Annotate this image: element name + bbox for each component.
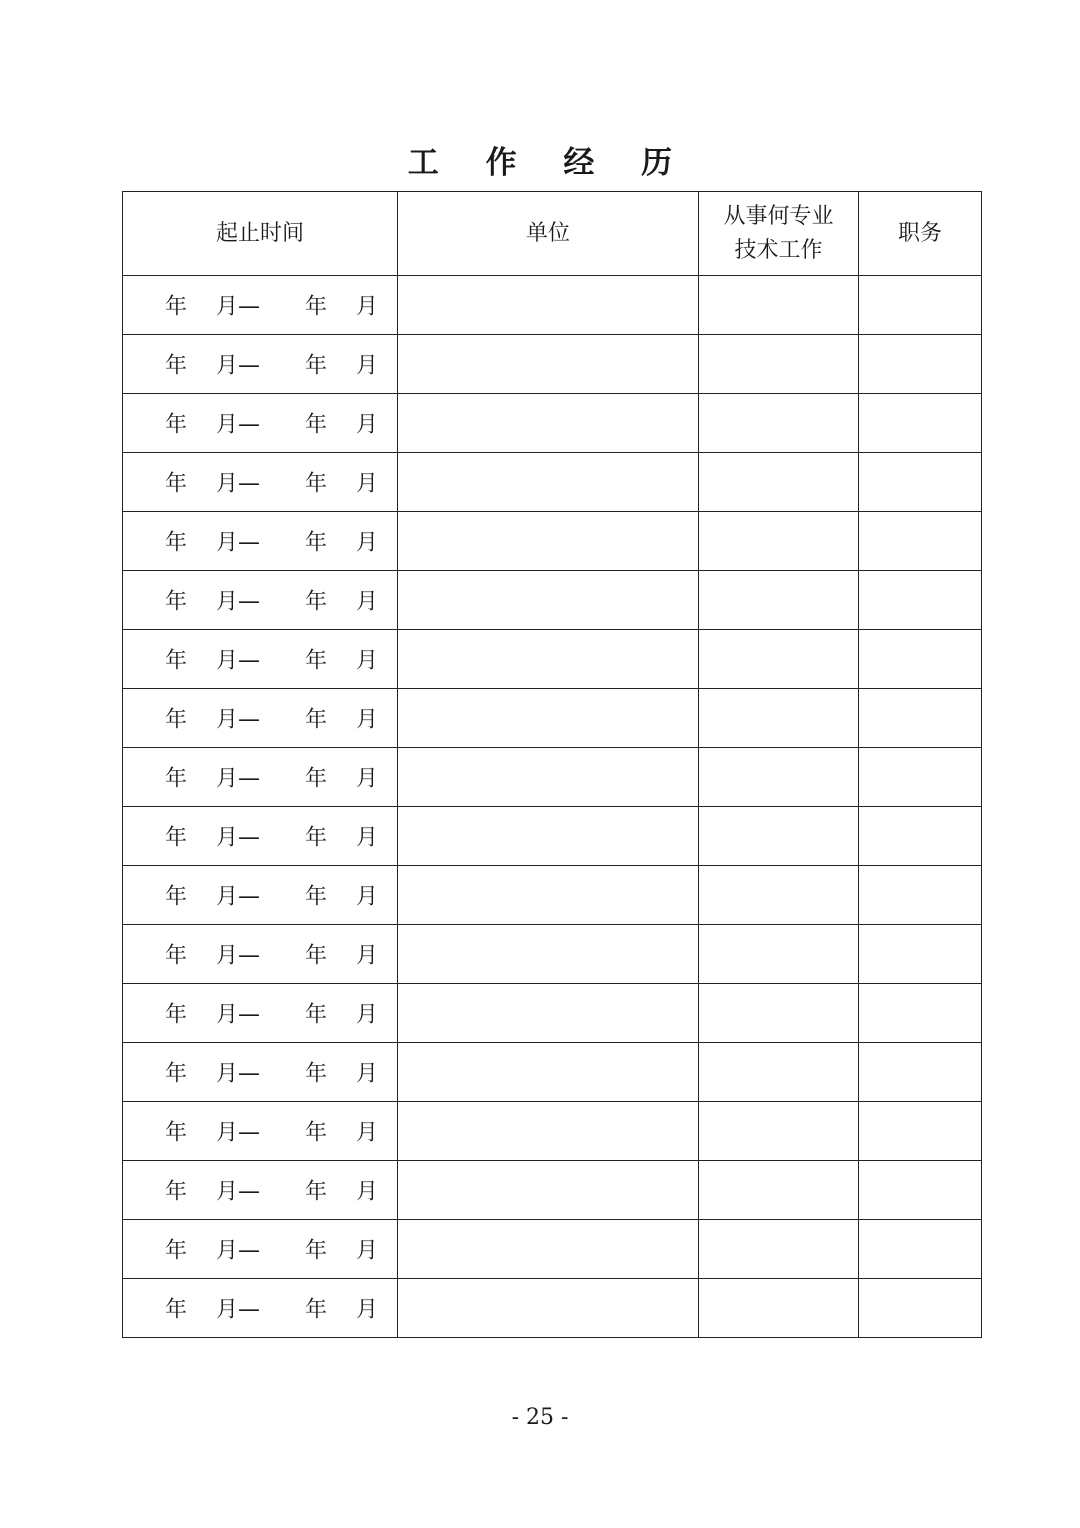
position-cell[interactable] [859, 748, 982, 807]
table-row [123, 1220, 982, 1279]
position-cell[interactable] [859, 1220, 982, 1279]
period-cell[interactable] [123, 984, 398, 1043]
unit-cell[interactable] [398, 984, 699, 1043]
period-cell[interactable] [123, 689, 398, 748]
table-row [123, 689, 982, 748]
start-month-label: 月— [216, 471, 261, 497]
end-month-label: 月 [356, 589, 379, 615]
work-cell[interactable] [699, 1220, 859, 1279]
end-year-label: 年 [305, 884, 328, 910]
start-month-label: 月— [216, 825, 261, 851]
end-month-label: 月 [356, 1179, 379, 1205]
table-row [123, 1279, 982, 1338]
unit-cell[interactable] [398, 1279, 699, 1338]
start-month-label: 月— [216, 1238, 261, 1264]
work-cell[interactable] [699, 512, 859, 571]
end-month-label: 月 [356, 943, 379, 969]
unit-cell[interactable] [398, 1161, 699, 1220]
start-year-label: 年 [165, 589, 188, 615]
position-cell[interactable] [859, 276, 982, 335]
table-row [123, 394, 982, 453]
work-cell[interactable] [699, 335, 859, 394]
end-month-label: 月 [356, 1061, 379, 1087]
work-cell[interactable] [699, 866, 859, 925]
end-month-label: 月 [356, 1002, 379, 1028]
table-row [123, 866, 982, 925]
start-month-label: 月— [216, 412, 261, 438]
end-year-label: 年 [305, 1179, 328, 1205]
period-cell[interactable] [123, 512, 398, 571]
position-cell[interactable] [859, 1043, 982, 1102]
end-year-label: 年 [305, 943, 328, 969]
header-period: 起止时间 [123, 192, 398, 276]
start-month-label: 月— [216, 294, 261, 320]
end-year-label: 年 [305, 530, 328, 556]
table-row [123, 1102, 982, 1161]
end-month-label: 月 [356, 1120, 379, 1146]
work-cell[interactable] [699, 1043, 859, 1102]
start-month-label: 月— [216, 707, 261, 733]
table-row [123, 512, 982, 571]
table-row [123, 335, 982, 394]
period-cell[interactable] [123, 1102, 398, 1161]
end-month-label: 月 [356, 471, 379, 497]
header-work [699, 192, 859, 276]
start-year-label: 年 [165, 1238, 188, 1264]
position-cell[interactable] [859, 689, 982, 748]
end-month-label: 月 [356, 1297, 379, 1323]
end-year-label: 年 [305, 1297, 328, 1323]
start-year-label: 年 [165, 884, 188, 910]
period-cell[interactable] [123, 571, 398, 630]
end-month-label: 月 [356, 884, 379, 910]
start-year-label: 年 [165, 530, 188, 556]
table-row [123, 807, 982, 866]
start-year-label: 年 [165, 1120, 188, 1146]
page-title: 工 作 经 历 [407, 145, 691, 181]
start-year-label: 年 [165, 412, 188, 438]
header-work-line2: 技术工作 [734, 237, 823, 263]
end-month-label: 月 [356, 294, 379, 320]
start-year-label: 年 [165, 1297, 188, 1323]
period-cell[interactable] [123, 335, 398, 394]
end-year-label: 年 [305, 1120, 328, 1146]
work-cell[interactable] [699, 1279, 859, 1338]
work-cell[interactable] [699, 1161, 859, 1220]
position-cell[interactable] [859, 807, 982, 866]
end-year-label: 年 [305, 766, 328, 792]
work-cell[interactable] [699, 1102, 859, 1161]
unit-cell[interactable] [398, 925, 699, 984]
table-header-row [123, 192, 982, 276]
table-row [123, 1043, 982, 1102]
table-row [123, 571, 982, 630]
period-cell[interactable] [123, 925, 398, 984]
start-month-label: 月— [216, 1061, 261, 1087]
work-cell[interactable] [699, 748, 859, 807]
period-cell[interactable] [123, 1220, 398, 1279]
end-month-label: 月 [356, 707, 379, 733]
start-year-label: 年 [165, 648, 188, 674]
position-cell[interactable] [859, 1102, 982, 1161]
end-year-label: 年 [305, 471, 328, 497]
work-cell[interactable] [699, 807, 859, 866]
period-cell[interactable] [123, 1279, 398, 1338]
period-cell[interactable] [123, 1043, 398, 1102]
start-year-label: 年 [165, 1179, 188, 1205]
unit-cell[interactable] [398, 689, 699, 748]
unit-cell[interactable] [398, 571, 699, 630]
start-month-label: 月— [216, 884, 261, 910]
period-cell[interactable] [123, 394, 398, 453]
unit-cell[interactable] [398, 335, 699, 394]
end-month-label: 月 [356, 1238, 379, 1264]
end-month-label: 月 [356, 530, 379, 556]
end-year-label: 年 [305, 1061, 328, 1087]
unit-cell[interactable] [398, 394, 699, 453]
end-year-label: 年 [305, 648, 328, 674]
table-row [123, 925, 982, 984]
start-month-label: 月— [216, 648, 261, 674]
end-month-label: 月 [356, 353, 379, 379]
end-month-label: 月 [356, 412, 379, 438]
end-year-label: 年 [305, 825, 328, 851]
work-cell[interactable] [699, 276, 859, 335]
end-year-label: 年 [305, 707, 328, 733]
start-month-label: 月— [216, 766, 261, 792]
period-cell[interactable] [123, 453, 398, 512]
unit-cell[interactable] [398, 1220, 699, 1279]
period-cell[interactable] [123, 807, 398, 866]
position-cell[interactable] [859, 984, 982, 1043]
end-year-label: 年 [305, 1238, 328, 1264]
end-year-label: 年 [305, 412, 328, 438]
start-month-label: 月— [216, 589, 261, 615]
end-month-label: 月 [356, 825, 379, 851]
table-row [123, 748, 982, 807]
header-work-line1: 从事何专业 [723, 203, 834, 229]
position-cell[interactable] [859, 512, 982, 571]
start-year-label: 年 [165, 825, 188, 851]
unit-cell[interactable] [398, 276, 699, 335]
period-cell[interactable] [123, 630, 398, 689]
work-cell[interactable] [699, 394, 859, 453]
period-cell[interactable] [123, 866, 398, 925]
header-unit: 单位 [398, 192, 699, 276]
end-year-label: 年 [305, 353, 328, 379]
position-cell[interactable] [859, 1161, 982, 1220]
start-year-label: 年 [165, 1061, 188, 1087]
unit-cell[interactable] [398, 748, 699, 807]
end-year-label: 年 [305, 294, 328, 320]
table-row [123, 984, 982, 1043]
period-cell[interactable] [123, 276, 398, 335]
unit-cell[interactable] [398, 1102, 699, 1161]
position-cell[interactable] [859, 630, 982, 689]
page-number: - 25 - [511, 1405, 569, 1430]
start-month-label: 月— [216, 1002, 261, 1028]
start-month-label: 月— [216, 530, 261, 556]
start-year-label: 年 [165, 707, 188, 733]
position-cell[interactable] [859, 866, 982, 925]
work-cell[interactable] [699, 689, 859, 748]
unit-cell[interactable] [398, 807, 699, 866]
position-cell[interactable] [859, 453, 982, 512]
start-year-label: 年 [165, 943, 188, 969]
position-cell[interactable] [859, 571, 982, 630]
start-month-label: 月— [216, 1297, 261, 1323]
table-row [123, 1161, 982, 1220]
start-month-label: 月— [216, 353, 261, 379]
start-month-label: 月— [216, 943, 261, 969]
work-cell[interactable] [699, 453, 859, 512]
period-cell[interactable] [123, 1161, 398, 1220]
unit-cell[interactable] [398, 866, 699, 925]
work-cell[interactable] [699, 984, 859, 1043]
unit-cell[interactable] [398, 512, 699, 571]
period-cell[interactable] [123, 748, 398, 807]
start-month-label: 月— [216, 1179, 261, 1205]
start-month-label: 月— [216, 1120, 261, 1146]
header-position: 职务 [859, 192, 982, 276]
unit-cell[interactable] [398, 453, 699, 512]
position-cell[interactable] [859, 925, 982, 984]
start-year-label: 年 [165, 766, 188, 792]
table-row [123, 276, 982, 335]
position-cell[interactable] [859, 1279, 982, 1338]
position-cell[interactable] [859, 394, 982, 453]
position-cell[interactable] [859, 335, 982, 394]
end-year-label: 年 [305, 1002, 328, 1028]
end-month-label: 月 [356, 648, 379, 674]
work-cell[interactable] [699, 571, 859, 630]
work-history-table [122, 191, 982, 1338]
end-month-label: 月 [356, 766, 379, 792]
start-year-label: 年 [165, 1002, 188, 1028]
start-year-label: 年 [165, 471, 188, 497]
unit-cell[interactable] [398, 1043, 699, 1102]
work-cell[interactable] [699, 925, 859, 984]
start-year-label: 年 [165, 294, 188, 320]
table-row [123, 453, 982, 512]
start-year-label: 年 [165, 353, 188, 379]
table-row [123, 630, 982, 689]
unit-cell[interactable] [398, 630, 699, 689]
work-cell[interactable] [699, 630, 859, 689]
end-year-label: 年 [305, 589, 328, 615]
